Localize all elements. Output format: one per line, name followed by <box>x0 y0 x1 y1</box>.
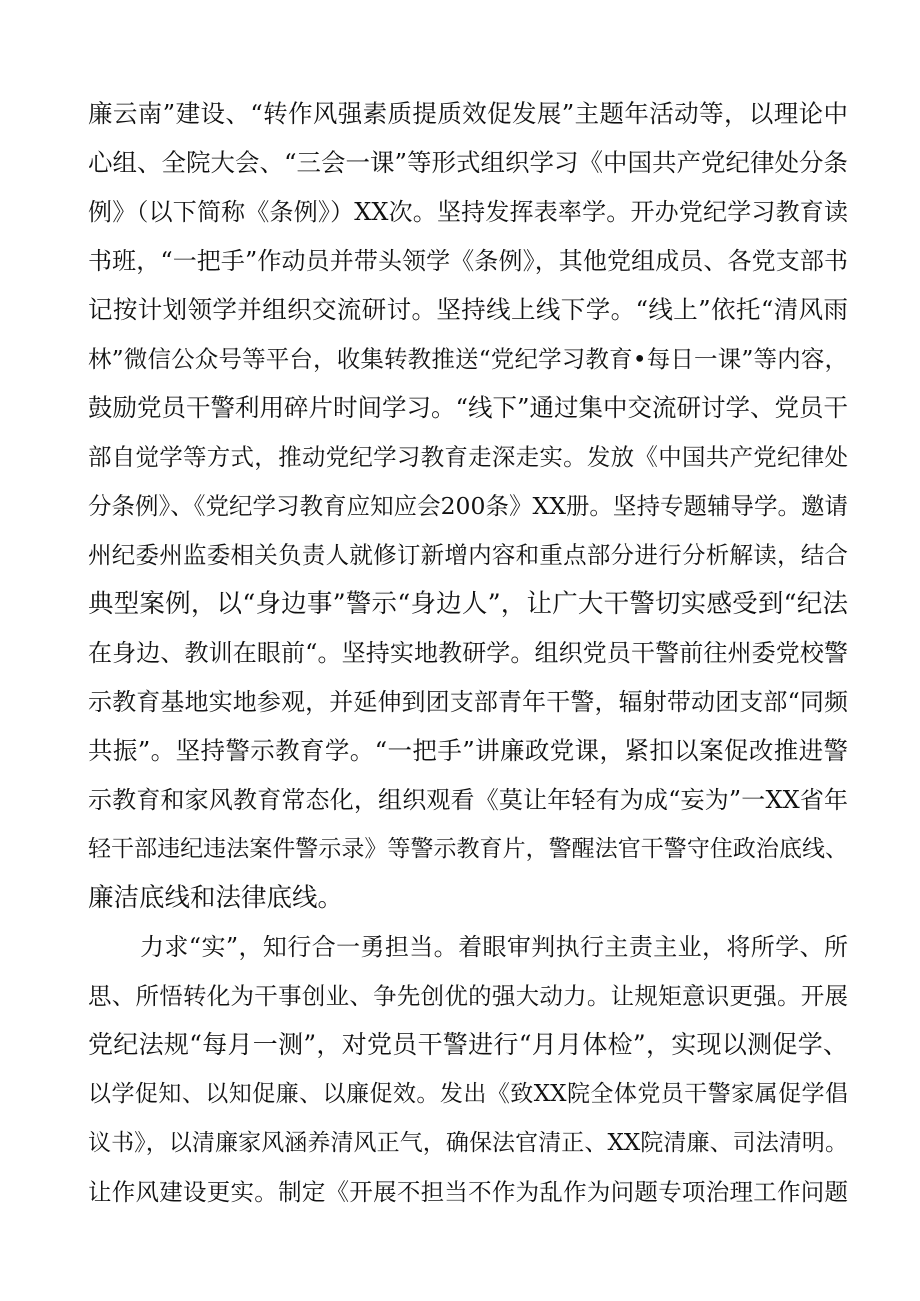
text-line: 鼓励党员干警利用碎片时间学习。“线下”通过集中交流研讨学、党员干 <box>88 393 849 422</box>
text-line: 心组、全院大会、“三会一课”等形式组织学习《中国共产党纪律处分条 <box>88 148 849 177</box>
text-line: 思、所悟转化为干事创业、争先创优的强大动力。让规矩意识更强。开展 <box>88 982 848 1010</box>
text-line: 轻干部违纪违法案件警示录》等警示教育片，警醒法官干警守住政治底线、 <box>88 836 848 862</box>
text-line: 典型案例，以“身边事”警示“身边人”，让广大干警切实感受到“纪法 <box>88 589 848 619</box>
text-line: 林”微信公众号等平台，收集转教推送“党纪学习教育•每日一课”等内容， <box>88 345 848 373</box>
text-line: 部自觉学等方式，推动党纪学习教育走深走实。发放《中国共产党纪律处 <box>88 443 848 471</box>
text-line: 力求“实”，知行合一勇担当。着眼审判执行主责主业，将所学、所 <box>140 933 848 961</box>
text-line: 州纪委州监委相关负责人就修订新增内容和重点部分进行分析解读，结合 <box>88 541 848 569</box>
text-line: 让作风建设更实。制定《开展不担当不作为乱作为问题专项治理工作问题 <box>88 1178 848 1206</box>
text-line: 廉云南”建设、“转作风强素质提质效促发展”主题年活动等，以理论中 <box>88 99 848 128</box>
text-line: 廉洁底线和法律底线。 <box>88 883 344 913</box>
text-line: 示教育基地实地参观，并延伸到团支部青年干警，辐射带动团支部“同频 <box>88 688 848 716</box>
text-line: 例》（以下简称《条例》）XX次。坚持发挥表率学。开办党纪学习教育读 <box>88 198 848 226</box>
text-line: 分条例》、《党纪学习教育应知应会200条》XX册。坚持专题辅导学。邀请 <box>88 492 848 520</box>
text-line: 党纪法规“每月一测”，对党员干警进行“月月体检”，实现以测促学、 <box>88 1030 848 1059</box>
text-line: 共振”。坚持警示教育学。“一把手”讲廉政党课，紧扣以案促改推进警 <box>88 736 848 765</box>
text-line: 议书》，以清廉家风涵养清风正气，确保法官清正、XX院清廉、司法清明。 <box>88 1130 848 1156</box>
text-line: 以学促知、以知促廉、以廉促效。发出《致XX院全体党员干警家属促学倡 <box>88 1081 848 1107</box>
text-line: 书班，“一把手”作动员并带头领学《条例》，其他党组成员、各党支部书 <box>88 247 848 275</box>
text-line: 记按计划领学并组织交流研讨。坚持线上线下学。“线上”依托“清风雨 <box>88 295 848 324</box>
text-line: 示教育和家风教育常态化，组织观看《莫让年轻有为成“妄为”一XX省年 <box>88 786 848 814</box>
text-line: 在身边、教训在眼前“。坚持实地教研学。组织党员干警前往州委党校警 <box>88 639 848 667</box>
